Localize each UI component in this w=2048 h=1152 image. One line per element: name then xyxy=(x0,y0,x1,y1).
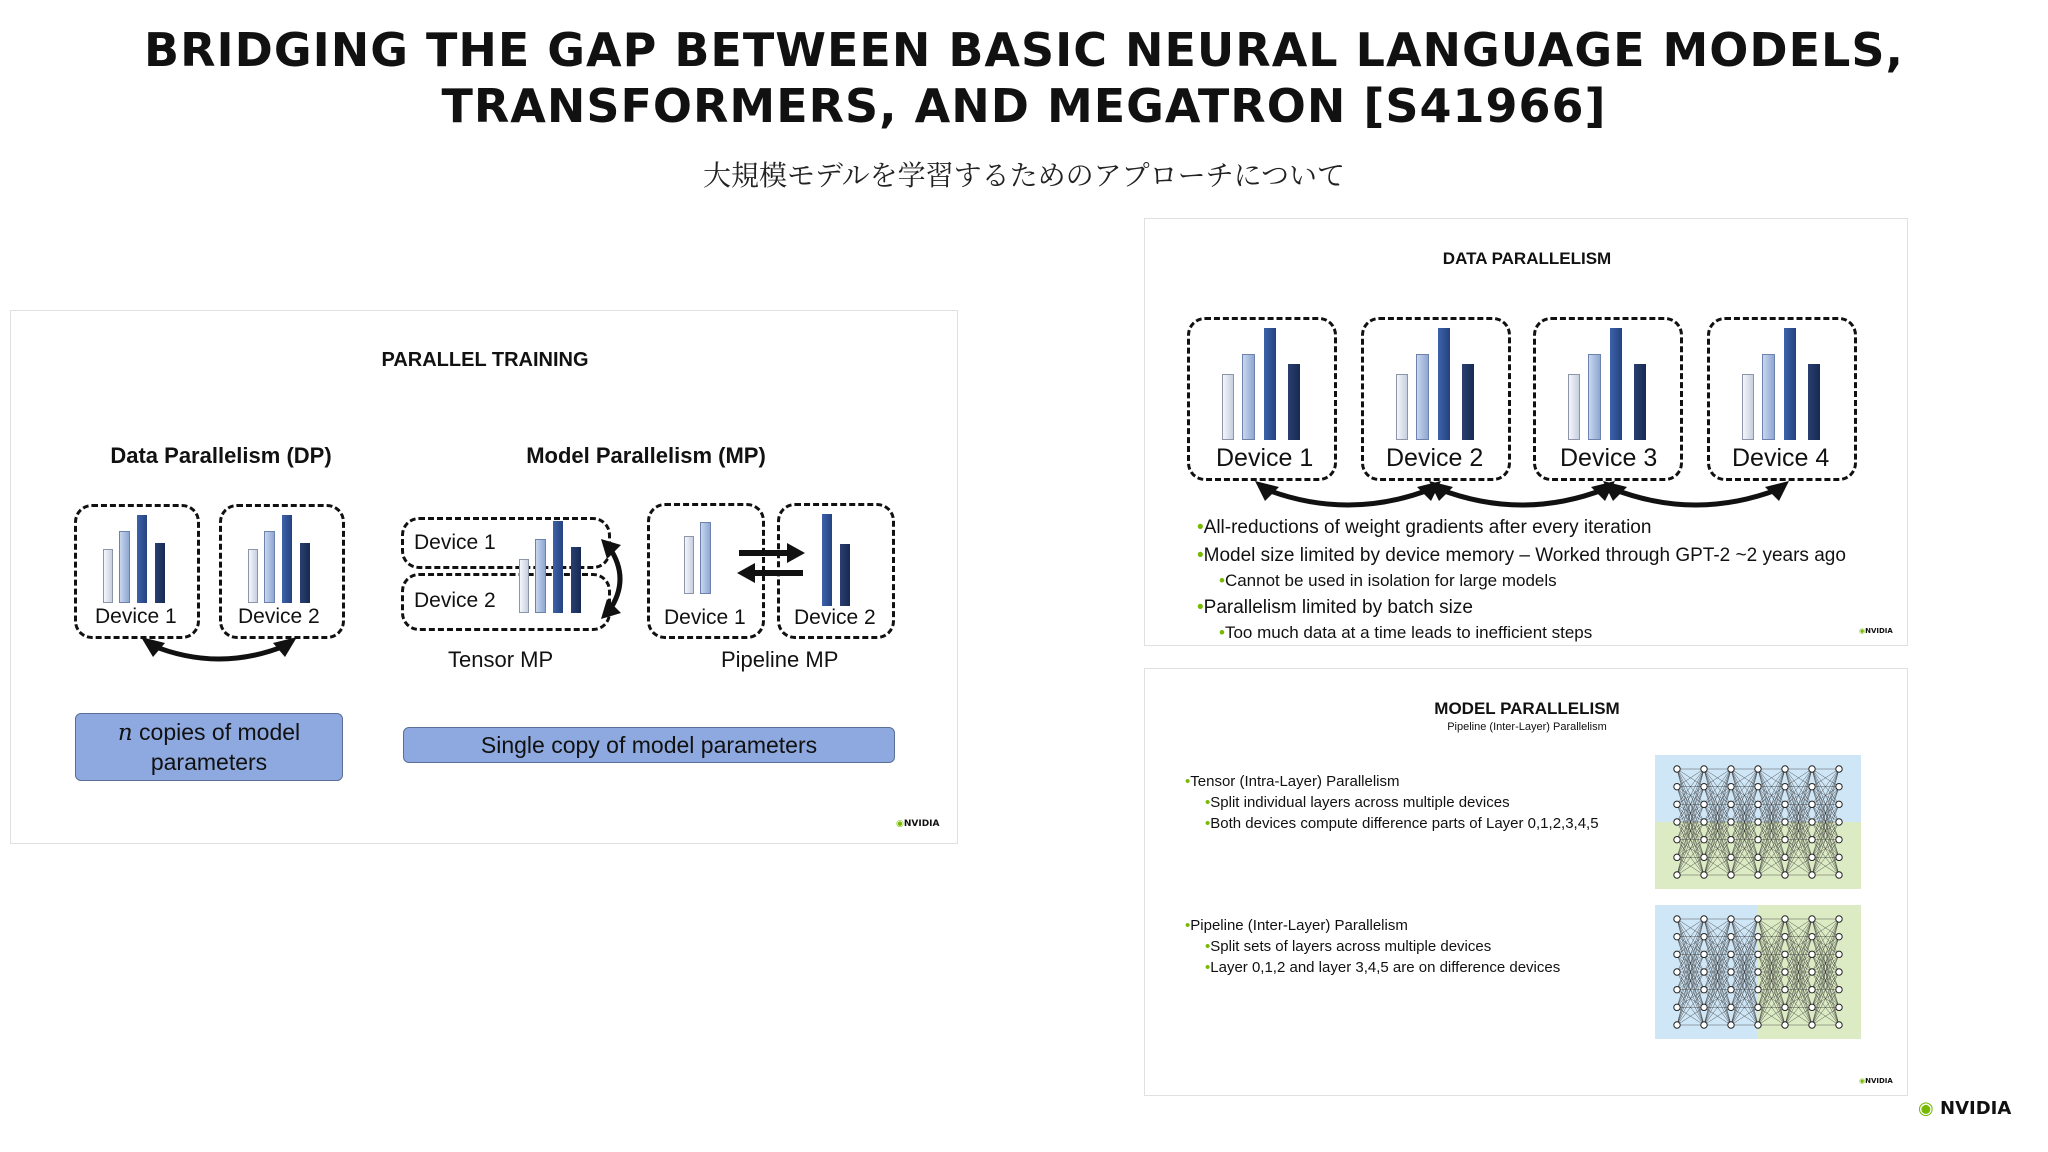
mp-parameters-box xyxy=(403,727,895,763)
dp-device-1-box xyxy=(1187,317,1337,481)
dp-box-text: copies of model xyxy=(132,719,301,745)
curved-double-arrow-icon xyxy=(599,539,633,619)
device-label: Device 2 xyxy=(238,605,320,628)
bullet-text: Tensor (Intra-Layer) Parallelism xyxy=(1190,773,1400,790)
nvidia-logo-icon: ◉NVIDIA xyxy=(1859,1077,1893,1085)
model-stack-icon xyxy=(1568,328,1658,440)
model-stack-icon xyxy=(684,524,724,594)
device-label: Device 4 xyxy=(1732,444,1830,472)
model-parallelism-subheading: Pipeline (Inter-Layer) Parallelism xyxy=(1447,721,1607,733)
dp-box-line-2: parameters xyxy=(150,749,268,775)
dp-box-line-1 xyxy=(76,718,342,748)
model-parallelism-panel xyxy=(1144,668,1908,1096)
logo-text: NVIDIA xyxy=(903,819,940,829)
mp-bullet: •Tensor (Intra-Layer) Parallelism xyxy=(1185,773,1400,790)
device-label: Device 2 xyxy=(1386,444,1484,472)
pipeline-neural-network-icon xyxy=(1655,905,1861,1039)
model-stack-icon xyxy=(1742,328,1832,440)
model-stack-icon xyxy=(1396,328,1486,440)
model-stack-icon xyxy=(519,521,599,613)
tensor-mp-label: Tensor MP xyxy=(448,647,554,672)
dp-device-4-box xyxy=(1707,317,1857,481)
mp-sub-bullet: •Split sets of layers across multiple devices xyxy=(1205,938,1492,955)
mp-sub-bullet: •Split individual layers across multiple devices xyxy=(1205,794,1510,811)
dp-heading: Data Parallelism (DP) xyxy=(110,443,332,468)
model-parallelism-heading: MODEL PARALLELISM xyxy=(1434,699,1620,718)
device-label: Device 1 xyxy=(1216,444,1314,472)
device-label: Device 1 xyxy=(664,606,746,629)
title-line-2: TRANSFORMERS, AND MEGATRON [S41966] xyxy=(441,79,1607,133)
dp-parameters-box xyxy=(75,713,343,781)
dp-device-1-box xyxy=(74,504,200,639)
n-symbol: n xyxy=(117,720,133,746)
bullet-text: All-reductions of weight gradients after every iteration xyxy=(1203,517,1652,538)
bullet-text: Layer 0,1,2 and layer 3,4,5 are on difference devices xyxy=(1210,959,1561,976)
device-label: Device 1 xyxy=(95,605,177,628)
pipeline-mp-label: Pipeline MP xyxy=(721,647,839,672)
tensor-device-2-label: Device 2 xyxy=(414,589,496,612)
dp-sub-bullet: •Too much data at a time leads to inefficient steps xyxy=(1219,623,1593,642)
swap-arrows-icon xyxy=(735,543,807,583)
logo-text: NVIDIA xyxy=(1865,1077,1893,1085)
tensor-neural-network-icon xyxy=(1655,755,1861,889)
tensor-device-1-label: Device 1 xyxy=(414,531,496,554)
data-parallelism-heading: DATA PARALLELISM xyxy=(1442,249,1612,268)
dp-sub-bullet: •Cannot be used in isolation for large models xyxy=(1219,571,1557,590)
model-stack-icon xyxy=(1222,328,1312,440)
dp-device-3-box xyxy=(1533,317,1683,481)
dp-bullet: •Model size limited by device memory – Worked through GPT-2 ~2 years ago xyxy=(1197,545,1846,566)
nvidia-logo-icon: ◉NVIDIA xyxy=(896,819,940,829)
parallel-training-heading: PARALLEL TRAINING xyxy=(381,349,589,371)
model-stack-icon xyxy=(248,515,318,603)
dp-bullet: •All-reductions of weight gradients after every iteration xyxy=(1197,517,1652,538)
device-label: Device 2 xyxy=(794,606,876,629)
dp-bullet: •Parallelism limited by batch size xyxy=(1197,597,1473,618)
model-stack-icon xyxy=(103,515,173,603)
nvidia-logo-icon: ◉ NVIDIA xyxy=(1918,1098,2012,1119)
mp-bullet: •Pipeline (Inter-Layer) Parallelism xyxy=(1185,917,1408,934)
title-line-1: BRIDGING THE GAP BETWEEN BASIC NEURAL LANGUAGE MODELS, xyxy=(144,23,1904,77)
bullet-text: Model size limited by device memory – Worked through GPT-2 ~2 years ago xyxy=(1203,545,1846,566)
mp-box-text: Single copy of model parameters xyxy=(480,732,818,758)
nvidia-logo-icon: ◉NVIDIA xyxy=(1859,627,1893,635)
bullet-text: Cannot be used in isolation for large models xyxy=(1224,571,1557,590)
bullet-text: Too much data at a time leads to inefficient steps xyxy=(1224,623,1593,642)
dp-device-2-box xyxy=(1361,317,1511,481)
slide-subtitle: 大規模モデルを学習するためのアプローチについて xyxy=(702,159,1346,192)
parallel-training-panel xyxy=(10,310,958,844)
model-stack-icon xyxy=(822,514,862,606)
device-label: Device 3 xyxy=(1560,444,1658,472)
mp-sub-bullet: •Both devices compute difference parts of Layer 0,1,2,3,4,5 xyxy=(1205,815,1599,832)
dp-device-2-box xyxy=(219,504,345,639)
slide-title xyxy=(0,22,2048,134)
logo-text: NVIDIA xyxy=(1940,1098,2012,1119)
bullet-text: Both devices compute difference parts of Layer 0,1,2,3,4,5 xyxy=(1210,815,1599,832)
bullet-text: Split sets of layers across multiple devices xyxy=(1210,938,1492,955)
curved-double-arrow-icon xyxy=(139,633,299,678)
data-parallelism-panel xyxy=(1144,218,1908,646)
mp-heading: Model Parallelism (MP) xyxy=(526,443,766,468)
bullet-text: Pipeline (Inter-Layer) Parallelism xyxy=(1190,917,1408,934)
bullet-text: Parallelism limited by batch size xyxy=(1203,597,1473,618)
mp-sub-bullet: •Layer 0,1,2 and layer 3,4,5 are on difference devices xyxy=(1205,959,1561,976)
logo-text: NVIDIA xyxy=(1865,627,1893,635)
bullet-text: Split individual layers across multiple devices xyxy=(1210,794,1510,811)
